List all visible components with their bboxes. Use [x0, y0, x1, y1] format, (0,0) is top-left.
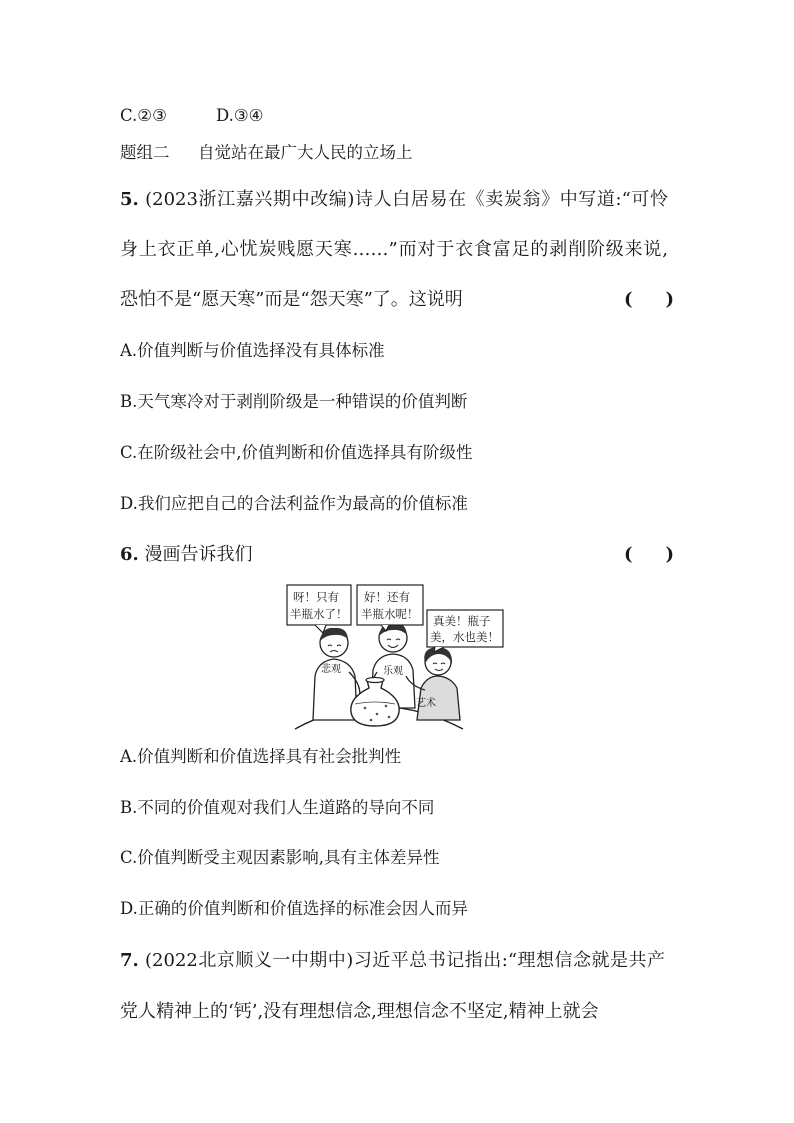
speech-bubble-pessimist — [287, 585, 351, 633]
q5-option-b: B.天气寒冷对于剥削阶级是一种错误的价值判断 — [120, 392, 468, 411]
q5-stem-line-2: 身上衣正单,心忧炭贱愿天寒……”而对于衣食富足的剥削阶级来说, — [120, 239, 668, 260]
bubble-2-line-2: 半瓶水呢！ — [361, 607, 419, 621]
section-title: 自觉站在最广大人民的立场上 — [198, 143, 413, 162]
cartoon-label-optimism: 乐观 — [383, 666, 403, 677]
q6-option-b: B.不同的价值观对我们人生道路的导向不同 — [120, 798, 435, 817]
cartoon-label-art: 艺术 — [416, 698, 436, 709]
bubble-1-line-2: 半瓶水了！ — [290, 607, 348, 621]
q6-bracket-open: ( — [624, 544, 633, 565]
q7-stem-line-2: 党人精神上的‘钙’,没有理想信念,理想信念不坚定,精神上就会 — [120, 1001, 599, 1022]
prev-question-options — [120, 104, 420, 128]
prev-option-c: C.②③ — [120, 106, 167, 125]
q6-stem — [120, 543, 253, 567]
q7-stem-text-1: (2022北京顺义一中期中)习近平总书记指出:“理想信念就是共产 — [138, 950, 665, 971]
speech-bubble-artist — [427, 610, 503, 652]
q5-option-a: A.价值判断与价值选择没有具体标准 — [120, 341, 385, 360]
speech-bubble-optimist — [357, 585, 423, 631]
q5-stem-line-3: 恐怕不是“愿天寒”而是“怨天寒”了。这说明 — [120, 289, 463, 310]
cartoon-label-pessimism: 悲观 — [321, 664, 341, 675]
cartoon-illustration — [285, 580, 505, 730]
q6-option-d: D.正确的价值判断和价值选择的标准会因人而异 — [120, 899, 468, 918]
q5-option-d: D.我们应把自己的合法利益作为最高的价值标准 — [120, 494, 468, 513]
prev-option-d: D.③④ — [216, 106, 264, 125]
q5-bracket-open: ( — [624, 289, 633, 310]
bubble-3-line-2: 美，水也美！ — [430, 630, 499, 644]
q7-stem-line-1 — [120, 949, 665, 973]
q5-number: 5. — [120, 189, 139, 210]
q5-option-c: C.在阶级社会中,价值判断和价值选择具有阶级性 — [120, 443, 473, 462]
q6-option-c: C.价值判断受主观因素影响,具有主体差异性 — [120, 848, 440, 867]
bubble-3-line-1: 真美！瓶子 — [433, 614, 491, 628]
q6-option-a: A.价值判断和价值选择具有社会批判性 — [120, 747, 402, 766]
bubble-2-line-1: 好！还有 — [364, 590, 410, 604]
q7-number: 7. — [120, 950, 139, 971]
q5-answer-bracket — [624, 288, 674, 312]
q6-stem-text: 漫画告诉我们 — [138, 544, 253, 565]
q5-stem-line-1 — [120, 188, 668, 212]
bubble-1-line-1: 呀！只有 — [293, 590, 339, 604]
q6-number: 6. — [120, 544, 139, 565]
q5-stem-text-1: (2023浙江嘉兴期中改编)诗人白居易在《卖炭翁》中写道:“可怜 — [138, 189, 668, 210]
section-label: 题组二 — [120, 143, 170, 162]
q6-bracket-close: ) — [665, 544, 674, 565]
section-heading — [120, 141, 620, 165]
q6-answer-bracket — [624, 543, 674, 567]
q5-bracket-close: ) — [665, 289, 674, 310]
